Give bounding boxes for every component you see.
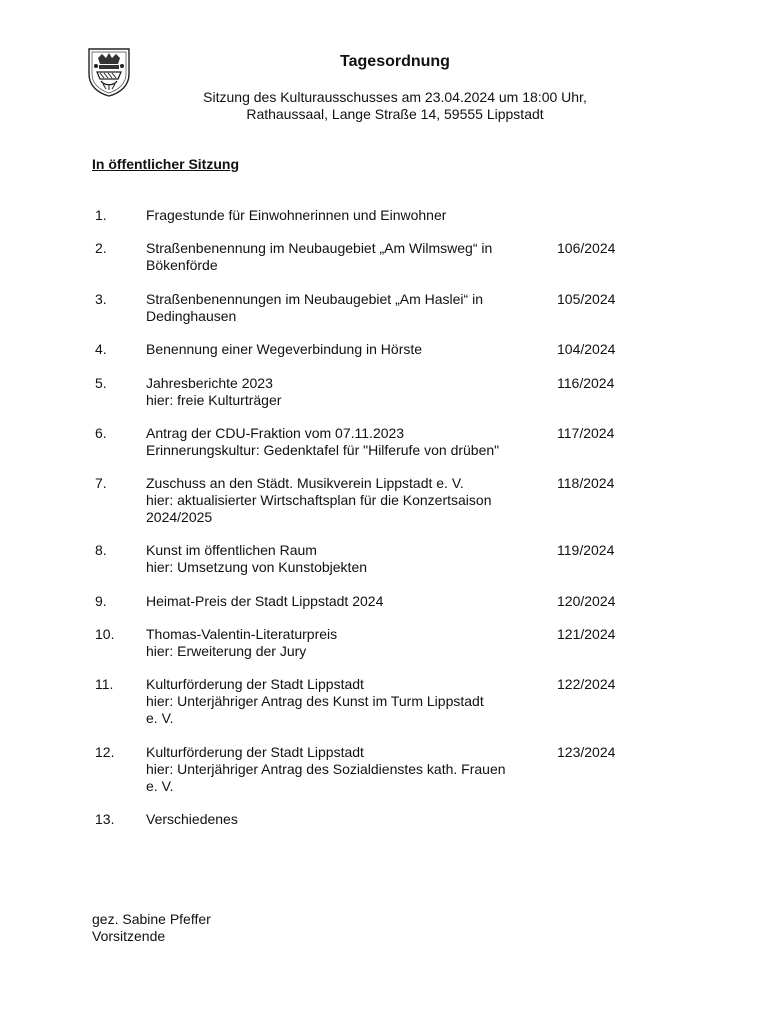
agenda-item-text xyxy=(146,425,546,459)
agenda-item-number: 6. xyxy=(95,425,107,441)
agenda-item-number: 11. xyxy=(95,676,114,692)
agenda-item-line: hier: Erweiterung der Jury xyxy=(146,643,307,659)
agenda-item-line: Thomas-Valentin-Literaturpreis xyxy=(146,626,338,642)
agenda-item-number: 7. xyxy=(95,475,107,491)
document-title: Tagesordnung xyxy=(340,53,450,70)
agenda-item-line: Jahresberichte 2023 xyxy=(146,375,273,391)
agenda-item-number: 8. xyxy=(95,542,107,558)
agenda-item-reference: 105/2024 xyxy=(557,291,616,307)
agenda-item-number: 5. xyxy=(95,375,107,391)
agenda-item-line: 2024/2025 xyxy=(146,509,213,525)
meeting-location-line: Rathaussaal, Lange Straße 14, 59555 Lippstadt xyxy=(246,106,544,122)
agenda-item-text xyxy=(146,375,546,409)
agenda-item-text xyxy=(146,240,546,274)
agenda-item-number: 4. xyxy=(95,341,107,357)
agenda-item-line: hier: Umsetzung von Kunstobjekten xyxy=(146,559,368,575)
agenda-item-text xyxy=(146,593,546,610)
agenda-item-line: hier: Unterjähriger Antrag des Kunst im Turm Lippstadt xyxy=(146,693,484,709)
agenda-item-text xyxy=(146,542,546,576)
agenda-item-number: 1. xyxy=(95,207,107,223)
agenda-item-line: Benennung einer Wegeverbindung in Hörste xyxy=(146,341,423,357)
agenda-item-line: Straßenbenennungen im Neubaugebiet „Am Haslei“ in xyxy=(146,291,483,307)
agenda-item-number: 9. xyxy=(95,593,107,609)
agenda-item-reference: 117/2024 xyxy=(557,425,615,441)
agenda-item-number: 2. xyxy=(95,240,107,256)
agenda-item-line: hier: aktualisierter Wirtschaftsplan für die Konzertsaison xyxy=(146,492,492,508)
meeting-date-line: Sitzung des Kulturausschusses am 23.04.2024 um 18:00 Uhr, xyxy=(203,89,587,105)
agenda-item-line: hier: freie Kulturträger xyxy=(146,392,282,408)
agenda-item-line: Erinnerungskultur: Gedenktafel für "Hilferufe von drüben" xyxy=(146,442,500,458)
agenda-item-line: Zuschuss an den Städt. Musikverein Lippstadt e. V. xyxy=(146,475,464,491)
signature-role: Vorsitzende xyxy=(92,928,166,944)
agenda-item-text xyxy=(146,291,546,325)
agenda-item-reference: 122/2024 xyxy=(557,676,616,692)
agenda-item-reference: 121/2024 xyxy=(557,626,616,642)
agenda-item-reference: 116/2024 xyxy=(557,375,615,391)
agenda-item-line: Fragestunde für Einwohnerinnen und Einwohner xyxy=(146,207,447,223)
agenda-item-reference: 119/2024 xyxy=(557,542,615,558)
agenda-item-line: Heimat-Preis der Stadt Lippstadt 2024 xyxy=(146,593,384,609)
section-heading: In öffentlicher Sitzung xyxy=(92,156,239,172)
agenda-item-text xyxy=(146,207,546,224)
agenda-item-text xyxy=(146,744,546,795)
agenda-item-text xyxy=(146,811,546,828)
agenda-item-line: Kulturförderung der Stadt Lippstadt xyxy=(146,744,364,760)
agenda-item-line: Kulturförderung der Stadt Lippstadt xyxy=(146,676,364,692)
signature-block xyxy=(92,911,211,945)
agenda-item-text xyxy=(146,626,546,660)
agenda-item-number: 12. xyxy=(95,744,115,760)
agenda-item-text xyxy=(146,475,546,526)
agenda-item-number: 13. xyxy=(95,811,115,827)
agenda-item-reference: 120/2024 xyxy=(557,593,616,609)
agenda-item-line: e. V. xyxy=(146,710,174,726)
agenda-item-line: e. V. xyxy=(146,778,174,794)
signature-name: gez. Sabine Pfeffer xyxy=(92,911,211,927)
agenda-item-text xyxy=(146,676,546,727)
agenda-item-line: Bökenförde xyxy=(146,257,218,273)
meeting-details xyxy=(0,89,770,123)
agenda-item-line: Antrag der CDU-Fraktion vom 07.11.2023 xyxy=(146,425,405,441)
agenda-item-line: Dedinghausen xyxy=(146,308,237,324)
agenda-item-number: 10. xyxy=(95,626,115,642)
agenda-item-line: hier: Unterjähriger Antrag des Sozialdienstes kath. Frauen xyxy=(146,761,506,777)
agenda-item-line: Straßenbenennung im Neubaugebiet „Am Wilmsweg“ in xyxy=(146,240,493,256)
agenda-item-number: 3. xyxy=(95,291,107,307)
agenda-item-text xyxy=(146,341,546,358)
agenda-item-line: Verschiedenes xyxy=(146,811,238,827)
agenda-item-reference: 106/2024 xyxy=(557,240,616,256)
agenda-item-reference: 123/2024 xyxy=(557,744,616,760)
agenda-item-line: Kunst im öffentlichen Raum xyxy=(146,542,317,558)
agenda-item-reference: 118/2024 xyxy=(557,475,615,491)
agenda-item-reference: 104/2024 xyxy=(557,341,616,357)
